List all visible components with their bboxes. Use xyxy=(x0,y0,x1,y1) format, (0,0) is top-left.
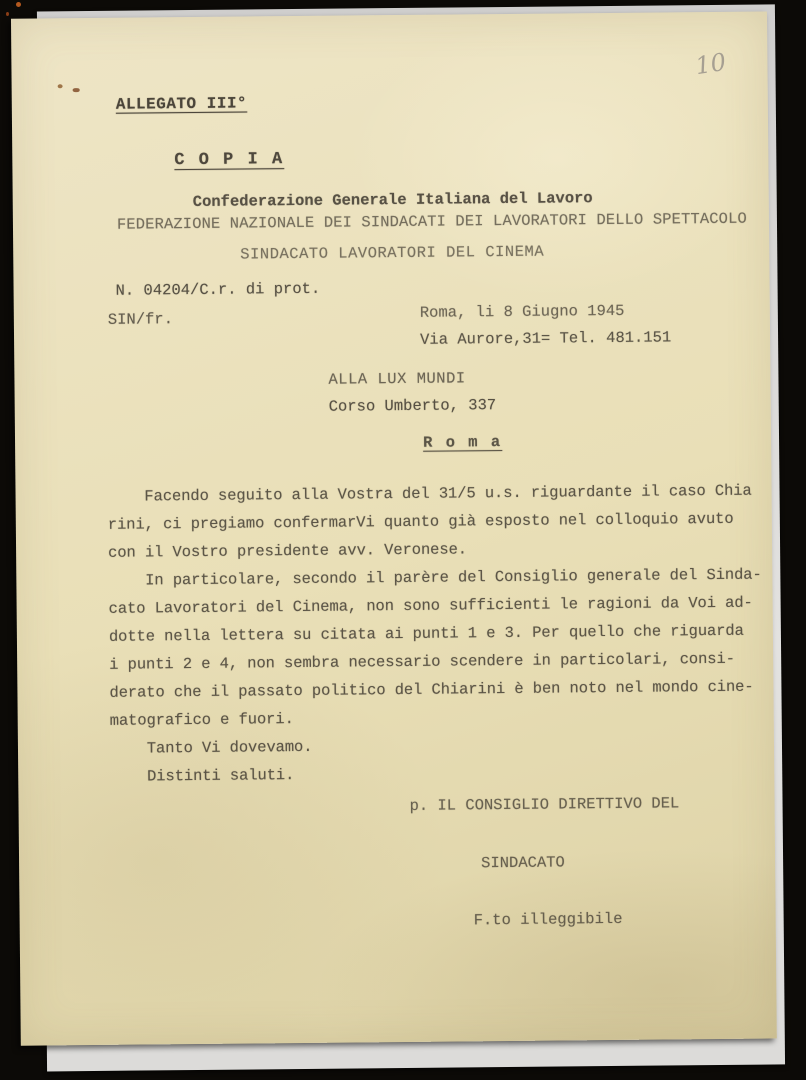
handwritten-page-number: 10 xyxy=(693,47,728,81)
place-and-date: Roma, li 8 Giugno 1945 xyxy=(419,301,625,322)
letterhead-federation: FEDERAZIONE NAZIONALE DEI SINDACATI DEI LAVORATORI DELLO SPETTACOLO xyxy=(116,209,747,234)
typist-initials: SIN/fr. xyxy=(107,310,174,329)
letter-page xyxy=(11,11,777,1045)
signature-org-line: p. IL CONSIGLIO DIRETTIVO DEL xyxy=(409,794,680,815)
protocol-number: N. 04204/C.r. di prot. xyxy=(115,279,321,300)
recipient-street: Corso Umberto, 337 xyxy=(328,396,497,416)
dust-speck xyxy=(6,12,9,16)
signature-union-line: SINDACATO xyxy=(481,852,565,872)
dust-speck xyxy=(16,2,21,7)
sender-address-phone: Via Aurore,31= Tel. 481.151 xyxy=(419,328,672,349)
signature-illegible-line: F.to illeggibile xyxy=(473,909,623,930)
recipient-name: ALLA LUX MUNDI xyxy=(328,369,466,389)
recipient-city: R o m a xyxy=(422,433,503,452)
rust-speck xyxy=(73,88,80,92)
rust-speck xyxy=(58,84,63,88)
letterhead-union: SINDACATO LAVORATORI DEL CINEMA xyxy=(240,242,545,264)
letter-body: Facendo seguito alla Vostra del 31/5 u.s. riguardante il caso Chia rini, ci pregiamo confermarVi quanto già esposto nel colloquio avuto con il Vostro presidente avv. Veronese. In particolare, secondo il parère del Consiglio generale del Sinda- cato Lavoratori del Cinema, non sono sufficienti le ragioni da Voi ad- dotte nella lettera su citata ai punti 1 e 3. Per quello che riguarda i punti 2 e 4, non sembra necessario scendere in particolari, consi- derato che il passato politico del Chiarini è ben noto nel mondo cine- matografico e fuori. Tanto Vi dovevamo. Distinti saluti. xyxy=(107,481,762,786)
copy-label: C O P I A xyxy=(174,150,285,171)
signature-block xyxy=(409,765,681,960)
attachment-label: ALLEGATO III° xyxy=(115,94,248,114)
letterhead-organization: Confederazione Generale Italiana del Lavoro xyxy=(192,189,593,212)
